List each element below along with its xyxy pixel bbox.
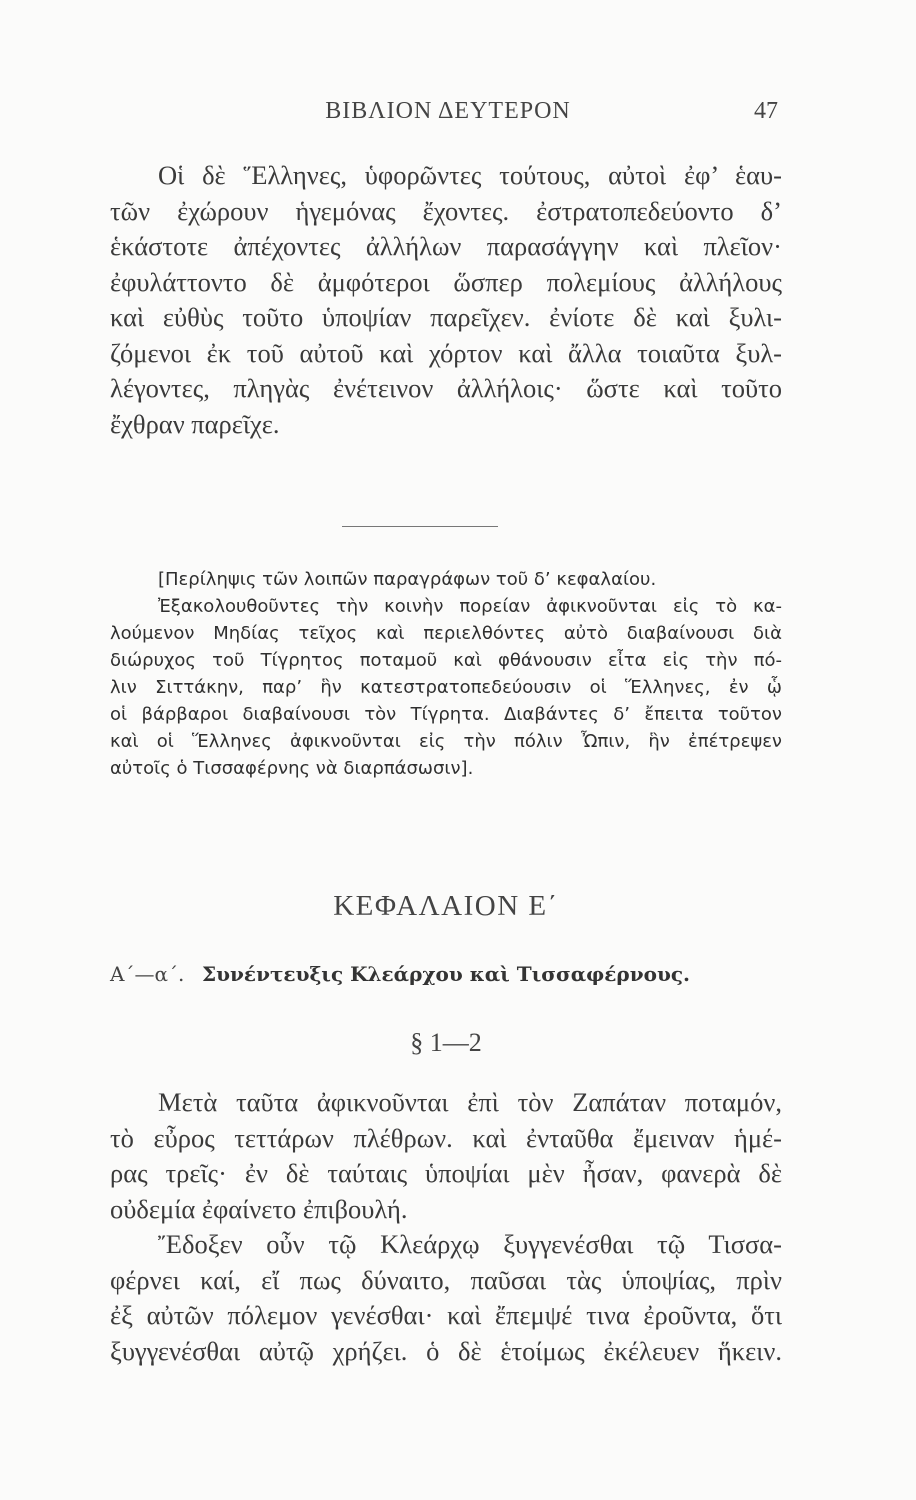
text-line: ἐξ αὐτῶν πόλεμον γενέσθαι· καὶ ἔπεμψέ τινα ἐροῦντα, ὅτι — [110, 1300, 782, 1330]
text-line: καὶ οἱ Ἕλληνες ἀφικνοῦνται εἰς τὴν πόλιν Ὦπιν, ἣν ἐπέτρεψεν — [110, 731, 782, 752]
section-heading-title: Συνέντευξις Κλεάρχου καὶ Τισσαφέρνους. — [202, 962, 690, 986]
paragraph-1 — [110, 158, 782, 442]
text-line: διώρυχος τοῦ Τίγρητος ποταμοῦ καὶ φθάνουσιν εἶτα εἰς τὴν πό- — [110, 650, 782, 671]
section-divider — [342, 526, 498, 527]
text-line: οἱ βάρβαροι διαβαίνουσι τὸν Τίγρητα. Διαβάντες δ’ ἔπειτα τοῦτον — [110, 704, 782, 725]
text-line: Μετὰ ταῦτα ἀφικνοῦνται ἐπὶ τὸν Ζαπάταν ποταμόν, — [158, 1087, 782, 1117]
text-line: φέρνει καί, εἴ πως δύναιτο, παῦσαι τὰς ὑποψίας, πρὶν — [110, 1264, 782, 1295]
section-heading — [110, 962, 782, 986]
section-heading-lead: Α΄—α΄. — [110, 962, 185, 986]
text-line: Ἐξακολουθοῦντες τὴν κοινὴν πορείαν ἀφικνοῦνται εἰς τὸ κα- — [158, 596, 782, 617]
text-line: λιν Σιττάκην, παρ’ ἣν κατεστρατοπεδεύουσιν οἱ Ἕλληνες, ἐν ᾧ — [110, 677, 782, 698]
text-line: λούμενον Μηδίας τεῖχος καὶ περιελθόντες αὐτὸ διαβαίνουσι διὰ — [110, 623, 782, 644]
text-line: ἑκάστοτε ἀπέχοντες ἀλλήλων παρασάγγην καὶ πλεῖον· — [110, 231, 782, 261]
text-line: Ἔδοξεν οὖν τῷ Κλεάρχῳ ξυγγενέσθαι τῷ Τισσα- — [158, 1229, 782, 1259]
text-line: ζόμενοι ἐκ τοῦ αὐτοῦ καὶ χόρτον καὶ ἄλλα τοιαῦτα ξυλ- — [110, 337, 782, 368]
page-number: 47 — [754, 98, 778, 124]
text-line: ξυγγενέσθαι αὐτῷ χρήζει. ὁ δὲ ἑτοίμως ἐκέλευεν ἥκειν. — [110, 1335, 782, 1366]
text-line: ρας τρεῖς· ἐν δὲ ταύταις ὑποψίαι μὲν ἦσαν, φανερὰ δὲ — [110, 1158, 782, 1188]
text-line: ἐφυλάττοντο δὲ ἀμφότεροι ὥσπερ πολεμίους ἀλλήλους — [110, 266, 782, 297]
text-line: τῶν ἐχώρουν ἡγεμόνας ἔχοντες. ἐστρατοπεδεύοντο δ’ — [110, 195, 782, 226]
text-line: καὶ εὐθὺς τοῦτο ὑποψίαν παρεῖχεν. ἐνίοτε δὲ καὶ ξυλι- — [110, 302, 782, 332]
paragraph-2 — [110, 1085, 782, 1369]
chapter-summary — [110, 566, 782, 782]
text-line: [Περίληψις τῶν λοιπῶν παραγράφων τοῦ δ’ κεφαλαίου. — [158, 569, 657, 590]
text-line: λέγοντες, πληγὰς ἐνέτεινον ἀλλήλοις· ὥστε καὶ τοῦτο — [110, 373, 782, 403]
running-head: ΒΙΒΛΙΟΝ ΔΕΥΤΕΡΟΝ — [325, 98, 571, 124]
section-number: § 1—2 — [410, 1028, 482, 1057]
text-line: αὐτοῖς ὁ Τισσαφέρνης νὰ διαρπάσωσιν]. — [110, 758, 474, 779]
text-line: Οἱ δὲ Ἕλληνες, ὑφορῶντες τούτους, αὐτοὶ ἐφ’ ἑαυ- — [158, 160, 782, 190]
page-header — [118, 98, 778, 138]
chapter-title: ΚΕΦΑΛΑΙΟΝ Ε΄ — [333, 890, 559, 922]
text-line: τὸ εὖρος τεττάρων πλέθρων. καὶ ἐνταῦθα ἔμειναν ἡμέ- — [110, 1122, 782, 1153]
text-line: οὐδεμία ἐφαίνετο ἐπιβουλή. — [110, 1193, 408, 1224]
text-line: ἔχθραν παρεῖχε. — [110, 408, 280, 439]
